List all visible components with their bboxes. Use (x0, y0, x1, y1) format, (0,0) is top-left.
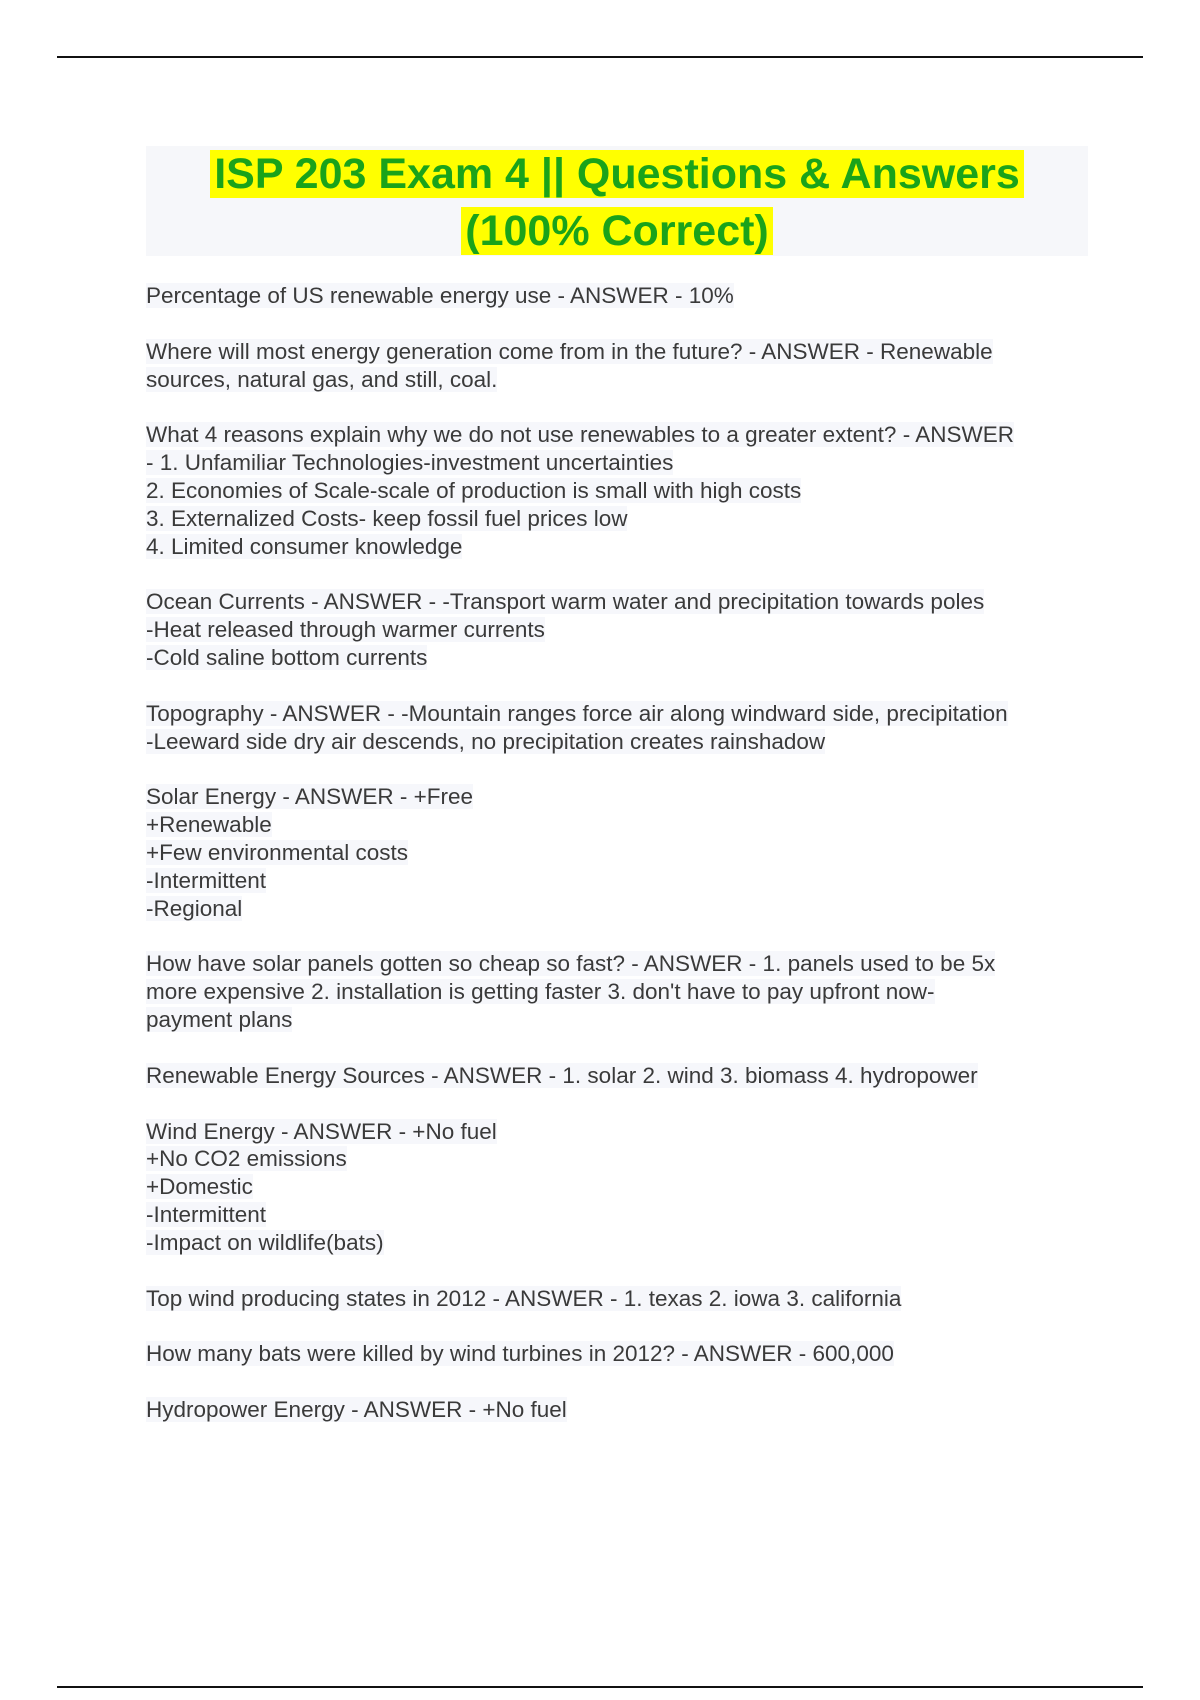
qa-line-text: more expensive 2. installation is getting faster 3. don't have to pay upfront now- (146, 979, 935, 1005)
qa-line-text: Ocean Currents - ANSWER - -Transport warm water and precipitation towards poles (146, 589, 985, 615)
qa-line-text: Solar Energy - ANSWER - +Free (146, 784, 473, 810)
qa-item (146, 1340, 1086, 1368)
qa-line (146, 616, 1086, 644)
qa-line (146, 1201, 1086, 1229)
qa-line (146, 1062, 1086, 1090)
qa-line (146, 895, 1086, 923)
qa-item (146, 1118, 1086, 1257)
qa-line-text: What 4 reasons explain why we do not use renewables to a greater extent? - ANSWER (146, 422, 1014, 448)
qa-line (146, 1118, 1086, 1146)
qa-line (146, 783, 1086, 811)
qa-line-text: +No CO2 emissions (146, 1146, 347, 1172)
qa-line (146, 1229, 1086, 1257)
qa-line-text: 4. Limited consumer knowledge (146, 533, 463, 559)
qa-line (146, 1145, 1086, 1173)
qa-line-text: Top wind producing states in 2012 - ANSWER - 1. texas 2. iowa 3. california (146, 1285, 902, 1311)
title-line-1: ISP 203 Exam 4 || Questions & Answers (210, 150, 1024, 198)
qa-line (146, 338, 1086, 366)
qa-item (146, 950, 1086, 1033)
qa-line-text: Percentage of US renewable energy use - ANSWER - 10% (146, 283, 734, 308)
qa-line (146, 366, 1086, 394)
qa-line (146, 811, 1086, 839)
qa-line (146, 1173, 1086, 1201)
qa-line-text: 2. Economies of Scale-scale of production is small with high costs (146, 477, 802, 503)
document-title (146, 146, 1088, 256)
qa-line-text: - 1. Unfamiliar Technologies-investment uncertainties (146, 450, 674, 476)
qa-line (146, 505, 1086, 533)
qa-item (146, 338, 1086, 394)
qa-item (146, 1062, 1086, 1090)
qa-line-text: Wind Energy - ANSWER - +No fuel (146, 1118, 497, 1144)
qa-line-text: -Heat released through warmer currents (146, 617, 545, 643)
qa-item (146, 1396, 1086, 1424)
qa-list (146, 282, 1086, 1452)
qa-item (146, 700, 1086, 756)
qa-line (146, 644, 1086, 672)
qa-line-text: Renewable Energy Sources - ANSWER - 1. solar 2. wind 3. biomass 4. hydropower (146, 1062, 978, 1088)
qa-line-text: 3. Externalized Costs- keep fossil fuel prices low (146, 505, 628, 531)
qa-line (146, 533, 1086, 561)
qa-line-text: Topography - ANSWER - -Mountain ranges force air along windward side, precipitation (146, 700, 1008, 726)
qa-line-text: -Intermittent (146, 1201, 267, 1227)
qa-line (146, 1006, 1086, 1034)
qa-line-text: How many bats were killed by wind turbines in 2012? - ANSWER - 600,000 (146, 1341, 894, 1367)
qa-line (146, 728, 1086, 756)
qa-line-text: -Impact on wildlife(bats) (146, 1229, 384, 1255)
qa-line (146, 449, 1086, 477)
top-rule (57, 56, 1143, 58)
qa-line (146, 839, 1086, 867)
qa-line-text: payment plans (146, 1006, 293, 1032)
qa-line-text: +Renewable (146, 812, 272, 838)
qa-line-text: Hydropower Energy - ANSWER - +No fuel (146, 1397, 567, 1423)
qa-line-text: -Cold saline bottom currents (146, 644, 428, 670)
qa-line (146, 1396, 1086, 1424)
bottom-rule (57, 1686, 1143, 1688)
title-line-2: (100% Correct) (461, 207, 773, 255)
qa-line-text: sources, natural gas, and still, coal. (146, 366, 498, 392)
qa-line (146, 421, 1086, 449)
qa-line-text: -Regional (146, 895, 243, 921)
qa-line (146, 700, 1086, 728)
qa-line (146, 978, 1086, 1006)
qa-line-text: How have solar panels gotten so cheap so fast? - ANSWER - 1. panels used to be 5x (146, 951, 996, 977)
qa-line (146, 1340, 1086, 1368)
qa-item (146, 783, 1086, 922)
qa-item (146, 588, 1086, 671)
qa-item (146, 1285, 1086, 1313)
qa-line-text: +Domestic (146, 1174, 253, 1200)
qa-line-text: -Leeward side dry air descends, no precipitation creates rainshadow (146, 728, 826, 754)
qa-item (146, 421, 1086, 560)
qa-item (146, 282, 1086, 310)
qa-line (146, 282, 1086, 310)
qa-line-text: +Few environmental costs (146, 839, 408, 865)
qa-line-text: Where will most energy generation come from in the future? - ANSWER - Renewable (146, 338, 993, 364)
qa-line (146, 1285, 1086, 1313)
qa-line (146, 867, 1086, 895)
qa-line-text: -Intermittent (146, 867, 267, 893)
qa-line (146, 477, 1086, 505)
qa-line (146, 588, 1086, 616)
qa-line (146, 950, 1086, 978)
